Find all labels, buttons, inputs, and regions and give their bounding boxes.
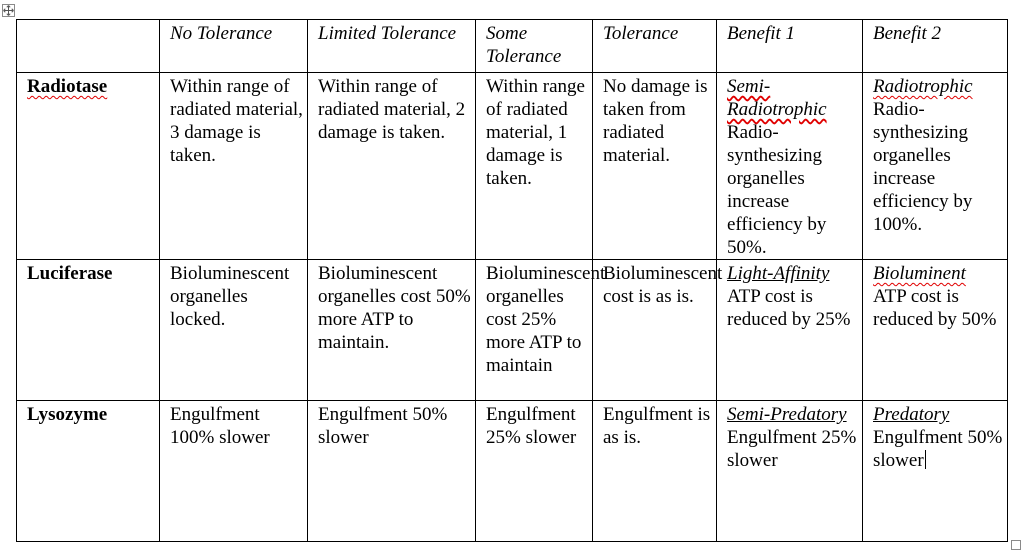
row-label-cell[interactable] [17, 73, 160, 260]
benefit-text: Radio-synthesizing organelles increase efficiency by 50%. [727, 122, 827, 258]
table-cell[interactable]: Within range of radiated material, 1 damage is taken. [476, 73, 593, 260]
row-label-radiotase: Radiotase [27, 76, 108, 97]
table-row [17, 73, 1008, 260]
move-arrows-icon [3, 5, 14, 16]
benefit-cell[interactable] [863, 73, 1008, 260]
table-row [17, 260, 1008, 401]
benefit-text: ATP cost is reduced by 25% [727, 286, 851, 330]
tolerance-table [16, 19, 1008, 542]
row-label-cell[interactable] [17, 401, 160, 542]
table-cell[interactable]: Engulfment is as is. [593, 401, 717, 542]
table-cell[interactable]: Within range of radiated material, 3 damage is taken. [160, 73, 308, 260]
table-cell[interactable]: No damage is taken from radiated material. [593, 73, 717, 260]
table-row [17, 401, 1008, 542]
table-cell[interactable]: Engulfment 50% slower [308, 401, 476, 542]
table-cell[interactable]: Engulfment 25% slower [476, 401, 593, 542]
benefit-cell[interactable] [717, 401, 863, 542]
benefit-text: Engulfment 25% slower [727, 427, 857, 471]
table-cell[interactable]: Bioluminescent organelles locked. [160, 260, 308, 401]
table-cell[interactable]: Bioluminescent organelles cost 50% more ATP to maintain. [308, 260, 476, 401]
table-cell[interactable]: Within range of radiated material, 2 damage is taken. [308, 73, 476, 260]
benefit-text: Engulfment 50% slower [873, 427, 1003, 471]
header-row [17, 20, 1008, 73]
benefit-cell[interactable] [717, 260, 863, 401]
row-label-luciferase: Luciferase [27, 263, 113, 284]
benefit-cell[interactable] [717, 73, 863, 260]
table-resize-handle[interactable] [1011, 540, 1021, 550]
header-tolerance[interactable]: Tolerance [593, 20, 717, 73]
benefit-name: Semi-Predatory [727, 404, 847, 425]
benefit-name: Semi-Radiotrophic [727, 76, 827, 120]
benefit-text: ATP cost is reduced by 50% [873, 286, 997, 330]
table-cell[interactable]: Bioluminescent organelles cost 25% more ATP to maintain [476, 260, 593, 401]
benefit-text: Radio-synthesizing organelles increase efficiency by 100%. [873, 99, 973, 235]
header-benefit-2[interactable]: Benefit 2 [863, 20, 1008, 73]
header-benefit-1[interactable]: Benefit 1 [717, 20, 863, 73]
header-limited-tolerance[interactable]: Limited Tolerance [308, 20, 476, 73]
table-cell[interactable]: Bioluminescent cost is as is. [593, 260, 717, 401]
benefit-name: Light-Affinity [727, 263, 830, 284]
header-no-tolerance[interactable]: No Tolerance [160, 20, 308, 73]
benefit-name: Predatory [873, 404, 950, 425]
benefit-cell[interactable] [863, 260, 1008, 401]
row-label-cell[interactable] [17, 260, 160, 401]
row-label-lysozyme: Lysozyme [27, 404, 108, 425]
table-move-handle[interactable] [2, 4, 15, 17]
header-some-tolerance[interactable]: Some Tolerance [476, 20, 593, 73]
benefit-name: Radiotrophic [873, 76, 973, 97]
benefit-name: Bioluminent [873, 263, 966, 284]
table-cell[interactable]: Engulfment 100% slower [160, 401, 308, 542]
header-corner-cell[interactable] [17, 20, 160, 73]
benefit-cell[interactable] [863, 401, 1008, 542]
text-cursor [925, 450, 926, 469]
